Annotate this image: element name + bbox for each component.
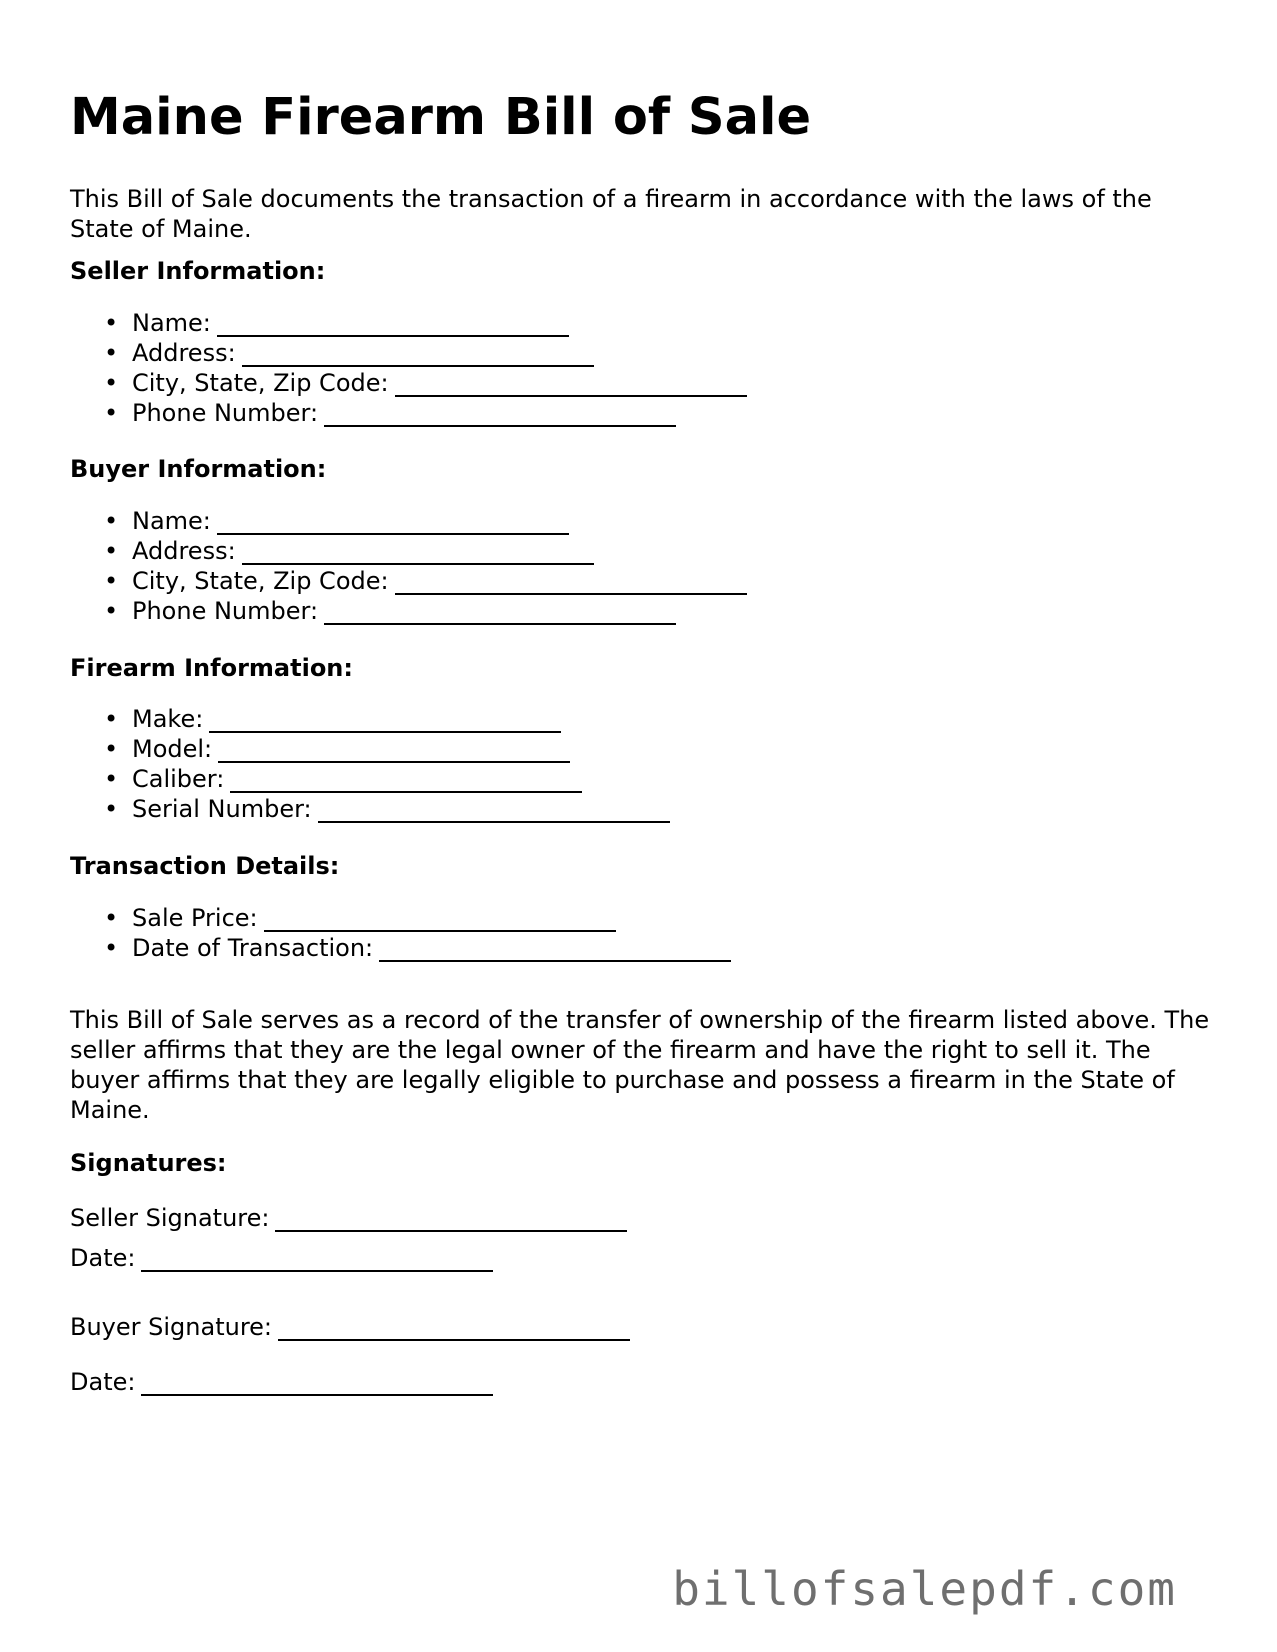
blank-line[interactable] [324,403,676,427]
seller-fields [70,308,747,428]
signature-line[interactable] [275,1208,627,1232]
transaction-fields [70,903,731,963]
seller-name-field [70,308,747,338]
field-label: City, State, Zip Code: [132,369,389,397]
seller-date-field [70,1243,493,1273]
field-label: City, State, Zip Code: [132,567,389,595]
buyer-heading: Buyer Information: [70,455,327,483]
field-label: Date of Transaction: [132,934,374,962]
field-label: Date: [70,1244,136,1272]
blank-line[interactable] [141,1248,493,1272]
blank-line[interactable] [242,343,594,367]
blank-line[interactable] [230,769,582,793]
field-label: Model: [132,735,213,763]
blank-line[interactable] [318,799,670,823]
blank-line[interactable] [242,541,594,565]
blank-line[interactable] [141,1372,493,1396]
buyer-name-field [70,506,747,536]
signatures-heading: Signatures: [70,1149,227,1177]
field-label: Sale Price: [132,904,258,932]
signature-line[interactable] [278,1317,630,1341]
seller-address-field [70,338,747,368]
seller-heading: Seller Information: [70,257,326,285]
intro-paragraph: This Bill of Sale documents the transaction of a firearm in accordance with the laws of the State of Maine. [70,185,1152,243]
buyer-city-state-zip-field [70,566,747,596]
blank-line[interactable] [324,601,676,625]
field-label: Phone Number: [132,399,319,427]
blank-line[interactable] [395,571,747,595]
sale-price-field [70,903,731,933]
field-label: Caliber: [132,765,225,793]
blank-line[interactable] [209,709,561,733]
firearm-heading: Firearm Information: [70,654,353,682]
firearm-serial-field [70,794,670,824]
seller-city-state-zip-field [70,368,747,398]
field-label: Buyer Signature: [70,1313,273,1341]
firearm-caliber-field [70,764,670,794]
buyer-fields [70,506,747,626]
watermark: billofsalepdf.com [672,1562,1177,1616]
field-label: Date: [70,1368,136,1396]
buyer-phone-field [70,596,747,626]
blank-line[interactable] [379,938,731,962]
transaction-date-field [70,933,731,963]
field-label: Name: [132,309,211,337]
transaction-heading: Transaction Details: [70,852,340,880]
buyer-date-field [70,1367,493,1397]
field-label: Name: [132,507,211,535]
field-label: Make: [132,705,204,733]
buyer-signature-field [70,1312,630,1342]
firearm-make-field [70,704,670,734]
firearm-model-field [70,734,670,764]
buyer-address-field [70,536,747,566]
closing-paragraph: This Bill of Sale serves as a record of the transfer of ownership of the firearm listed above. The seller affirms that they are the legal owner of the firearm and have the right to sell it. The buyer affirms that they are legally eligible to purchase and possess a firearm in the State of Maine. [70,1006,1210,1124]
field-label: Address: [132,339,236,367]
blank-line[interactable] [217,313,569,337]
blank-line[interactable] [264,908,616,932]
field-label: Address: [132,537,236,565]
field-label: Serial Number: [132,795,312,823]
blank-line[interactable] [218,739,570,763]
blank-line[interactable] [217,511,569,535]
document-title: Maine Firearm Bill of Sale [70,88,812,147]
field-label: Phone Number: [132,597,319,625]
seller-signature-field [70,1203,627,1233]
blank-line[interactable] [395,373,747,397]
field-label: Seller Signature: [70,1204,270,1232]
seller-phone-field [70,398,747,428]
firearm-fields [70,704,670,824]
